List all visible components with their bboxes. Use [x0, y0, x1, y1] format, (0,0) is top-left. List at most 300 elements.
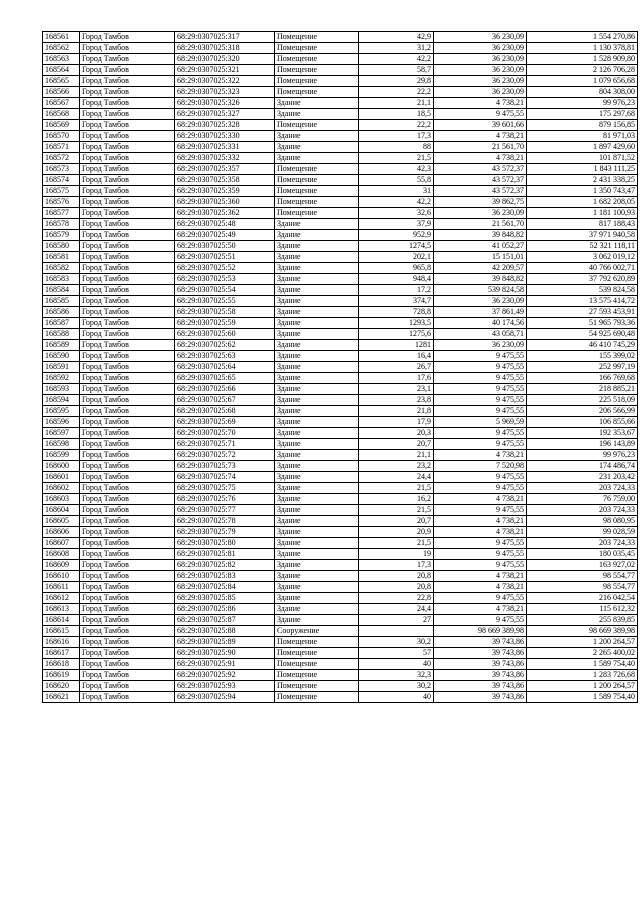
- cadastral-number-cell: 68:29:0307025:66: [175, 384, 275, 395]
- cadastral-number-cell: 68:29:0307025:91: [175, 659, 275, 670]
- area-cell: 42,9: [359, 32, 434, 43]
- row-number-cell: 168609: [43, 560, 80, 571]
- city-cell: Город Тамбов: [80, 252, 175, 263]
- cadastral-value-cell: 46 410 745,29: [527, 340, 638, 351]
- table-row: [43, 142, 638, 153]
- cadastral-number-cell: 68:29:0307025:55: [175, 296, 275, 307]
- row-number-cell: 168592: [43, 373, 80, 384]
- object-type-cell: Помещение: [275, 637, 359, 648]
- object-type-cell: Здание: [275, 450, 359, 461]
- cadastral-value-cell: 1 897 429,60: [527, 142, 638, 153]
- row-number-cell: 168588: [43, 329, 80, 340]
- cadastral-number-cell: 68:29:0307025:68: [175, 406, 275, 417]
- row-number-cell: 168572: [43, 153, 80, 164]
- table-row: [43, 615, 638, 626]
- city-cell: Город Тамбов: [80, 120, 175, 131]
- area-cell: 32,6: [359, 208, 434, 219]
- row-number-cell: 168595: [43, 406, 80, 417]
- cadastral-value-cell: 98 080,95: [527, 516, 638, 527]
- object-type-cell: Помещение: [275, 670, 359, 681]
- city-cell: Город Тамбов: [80, 527, 175, 538]
- cadastral-number-cell: 68:29:0307025:84: [175, 582, 275, 593]
- area-cell: 23,8: [359, 395, 434, 406]
- object-type-cell: Здание: [275, 340, 359, 351]
- cadastral-value-cell: 218 885,21: [527, 384, 638, 395]
- row-number-cell: 168616: [43, 637, 80, 648]
- cadastral-value-cell: 192 353,67: [527, 428, 638, 439]
- area-cell: 32,3: [359, 670, 434, 681]
- cadastral-value-cell: 3 062 019,12: [527, 252, 638, 263]
- table-row: [43, 98, 638, 109]
- table-row: [43, 428, 638, 439]
- object-type-cell: Здание: [275, 505, 359, 516]
- area-cell: 20,8: [359, 582, 434, 593]
- area-cell: [359, 626, 434, 637]
- city-cell: Город Тамбов: [80, 582, 175, 593]
- object-type-cell: Здание: [275, 472, 359, 483]
- cadastral-number-cell: 68:29:0307025:317: [175, 32, 275, 43]
- price-per-unit-cell: 5 969,59: [434, 417, 527, 428]
- object-type-cell: Здание: [275, 285, 359, 296]
- cadastral-number-cell: 68:29:0307025:330: [175, 131, 275, 142]
- city-cell: Город Тамбов: [80, 439, 175, 450]
- object-type-cell: Здание: [275, 439, 359, 450]
- cadastral-value-cell: 101 871,52: [527, 153, 638, 164]
- cadastral-value-cell: 2 265 400,02: [527, 648, 638, 659]
- city-cell: Город Тамбов: [80, 98, 175, 109]
- object-type-cell: Здание: [275, 516, 359, 527]
- area-cell: 22,8: [359, 593, 434, 604]
- city-cell: Город Тамбов: [80, 384, 175, 395]
- city-cell: Город Тамбов: [80, 615, 175, 626]
- city-cell: Город Тамбов: [80, 406, 175, 417]
- cadastral-value-cell: 216 042,54: [527, 593, 638, 604]
- table-row: [43, 263, 638, 274]
- city-cell: Город Тамбов: [80, 87, 175, 98]
- price-per-unit-cell: 9 475,55: [434, 439, 527, 450]
- object-type-cell: Здание: [275, 384, 359, 395]
- city-cell: Город Тамбов: [80, 340, 175, 351]
- cadastral-number-cell: 68:29:0307025:79: [175, 527, 275, 538]
- table-row: [43, 648, 638, 659]
- object-type-cell: Здание: [275, 307, 359, 318]
- area-cell: 55,8: [359, 175, 434, 186]
- price-per-unit-cell: 9 475,55: [434, 428, 527, 439]
- price-per-unit-cell: 9 475,55: [434, 472, 527, 483]
- area-cell: 21,5: [359, 538, 434, 549]
- cadastral-number-cell: 68:29:0307025:331: [175, 142, 275, 153]
- cadastral-value-cell: 99 028,59: [527, 527, 638, 538]
- price-per-unit-cell: 9 475,55: [434, 483, 527, 494]
- price-per-unit-cell: 43 058,71: [434, 329, 527, 340]
- cadastral-value-cell: 180 035,45: [527, 549, 638, 560]
- object-type-cell: Здание: [275, 274, 359, 285]
- city-cell: Город Тамбов: [80, 318, 175, 329]
- table-row: [43, 450, 638, 461]
- object-type-cell: Помещение: [275, 648, 359, 659]
- cadastral-number-cell: 68:29:0307025:76: [175, 494, 275, 505]
- row-number-cell: 168586: [43, 307, 80, 318]
- row-number-cell: 168563: [43, 54, 80, 65]
- city-cell: Город Тамбов: [80, 604, 175, 615]
- table-row: [43, 439, 638, 450]
- area-cell: 23,2: [359, 461, 434, 472]
- row-number-cell: 168581: [43, 252, 80, 263]
- table-row: [43, 120, 638, 131]
- price-per-unit-cell: 9 475,55: [434, 384, 527, 395]
- area-cell: 40: [359, 692, 434, 703]
- cadastral-value-cell: 539 824,58: [527, 285, 638, 296]
- object-type-cell: Здание: [275, 329, 359, 340]
- cadastral-value-cell: 1 283 726,68: [527, 670, 638, 681]
- row-number-cell: 168610: [43, 571, 80, 582]
- city-cell: Город Тамбов: [80, 219, 175, 230]
- object-type-cell: Здание: [275, 582, 359, 593]
- cadastral-value-cell: 52 321 118,11: [527, 241, 638, 252]
- object-type-cell: Здание: [275, 593, 359, 604]
- cadastral-value-cell: 163 927,02: [527, 560, 638, 571]
- row-number-cell: 168618: [43, 659, 80, 670]
- area-cell: 17,2: [359, 285, 434, 296]
- cadastral-number-cell: 68:29:0307025:83: [175, 571, 275, 582]
- city-cell: Город Тамбов: [80, 296, 175, 307]
- cadastral-value-cell: 1 350 743,47: [527, 186, 638, 197]
- object-type-cell: Помещение: [275, 32, 359, 43]
- table-row: [43, 153, 638, 164]
- cadastral-value-cell: 1 589 754,40: [527, 692, 638, 703]
- cadastral-value-cell: 76 759,00: [527, 494, 638, 505]
- object-type-cell: Здание: [275, 252, 359, 263]
- price-per-unit-cell: 9 475,55: [434, 560, 527, 571]
- cadastral-value-cell: 174 486,74: [527, 461, 638, 472]
- cadastral-number-cell: 68:29:0307025:78: [175, 516, 275, 527]
- table-row: [43, 461, 638, 472]
- price-per-unit-cell: 9 475,55: [434, 538, 527, 549]
- row-number-cell: 168603: [43, 494, 80, 505]
- table-row: [43, 54, 638, 65]
- row-number-cell: 168561: [43, 32, 80, 43]
- table-row: [43, 296, 638, 307]
- row-number-cell: 168601: [43, 472, 80, 483]
- row-number-cell: 168576: [43, 197, 80, 208]
- cadastral-value-cell: 115 612,32: [527, 604, 638, 615]
- table-row: [43, 274, 638, 285]
- table-row: [43, 43, 638, 54]
- area-cell: 40: [359, 659, 434, 670]
- price-per-unit-cell: 9 475,55: [434, 549, 527, 560]
- row-number-cell: 168621: [43, 692, 80, 703]
- price-per-unit-cell: 39 743,86: [434, 670, 527, 681]
- cadastral-number-cell: 68:29:0307025:318: [175, 43, 275, 54]
- object-type-cell: Здание: [275, 219, 359, 230]
- area-cell: 17,3: [359, 560, 434, 571]
- row-number-cell: 168597: [43, 428, 80, 439]
- object-type-cell: Помещение: [275, 197, 359, 208]
- table-row: [43, 351, 638, 362]
- table-row: [43, 384, 638, 395]
- city-cell: Город Тамбов: [80, 76, 175, 87]
- object-type-cell: Помещение: [275, 681, 359, 692]
- table-row: [43, 549, 638, 560]
- row-number-cell: 168575: [43, 186, 80, 197]
- area-cell: 31,2: [359, 43, 434, 54]
- cadastral-number-cell: 68:29:0307025:75: [175, 483, 275, 494]
- table-row: [43, 164, 638, 175]
- cadastral-number-cell: 68:29:0307025:77: [175, 505, 275, 516]
- object-type-cell: Помещение: [275, 65, 359, 76]
- price-per-unit-cell: 36 230,09: [434, 208, 527, 219]
- cadastral-number-cell: 68:29:0307025:51: [175, 252, 275, 263]
- cadastral-number-cell: 68:29:0307025:92: [175, 670, 275, 681]
- cadastral-number-cell: 68:29:0307025:321: [175, 65, 275, 76]
- table-row: [43, 87, 638, 98]
- area-cell: 24,4: [359, 472, 434, 483]
- row-number-cell: 168587: [43, 318, 80, 329]
- row-number-cell: 168596: [43, 417, 80, 428]
- object-type-cell: Здание: [275, 296, 359, 307]
- cadastral-number-cell: 68:29:0307025:74: [175, 472, 275, 483]
- area-cell: 1281: [359, 340, 434, 351]
- row-number-cell: 168599: [43, 450, 80, 461]
- price-per-unit-cell: 9 475,55: [434, 109, 527, 120]
- cadastral-value-cell: 99 976,23: [527, 98, 638, 109]
- city-cell: Город Тамбов: [80, 659, 175, 670]
- price-per-unit-cell: 9 475,55: [434, 362, 527, 373]
- table-row: [43, 582, 638, 593]
- price-per-unit-cell: 40 174,56: [434, 318, 527, 329]
- area-cell: 952,9: [359, 230, 434, 241]
- city-cell: Город Тамбов: [80, 164, 175, 175]
- row-number-cell: 168583: [43, 274, 80, 285]
- price-per-unit-cell: 4 738,21: [434, 516, 527, 527]
- object-type-cell: Сооружение: [275, 626, 359, 637]
- area-cell: 1293,5: [359, 318, 434, 329]
- table-row: [43, 208, 638, 219]
- area-cell: 20,7: [359, 516, 434, 527]
- area-cell: 37,9: [359, 219, 434, 230]
- row-number-cell: 168589: [43, 340, 80, 351]
- city-cell: Город Тамбов: [80, 648, 175, 659]
- object-type-cell: Здание: [275, 395, 359, 406]
- cadastral-value-cell: 106 855,66: [527, 417, 638, 428]
- row-number-cell: 168567: [43, 98, 80, 109]
- area-cell: 22,2: [359, 87, 434, 98]
- object-type-cell: Здание: [275, 318, 359, 329]
- row-number-cell: 168566: [43, 87, 80, 98]
- price-per-unit-cell: 4 738,21: [434, 494, 527, 505]
- city-cell: Город Тамбов: [80, 461, 175, 472]
- city-cell: Город Тамбов: [80, 285, 175, 296]
- table-row: [43, 109, 638, 120]
- area-cell: 17,3: [359, 131, 434, 142]
- object-type-cell: Здание: [275, 527, 359, 538]
- area-cell: 24,4: [359, 604, 434, 615]
- cadastral-value-cell: 27 593 453,91: [527, 307, 638, 318]
- cadastral-number-cell: 68:29:0307025:94: [175, 692, 275, 703]
- area-cell: 728,8: [359, 307, 434, 318]
- price-per-unit-cell: 43 572,37: [434, 164, 527, 175]
- price-per-unit-cell: 21 561,70: [434, 142, 527, 153]
- cadastral-value-cell: 1 843 111,25: [527, 164, 638, 175]
- row-number-cell: 168564: [43, 65, 80, 76]
- cadastral-number-cell: 68:29:0307025:89: [175, 637, 275, 648]
- cadastral-number-cell: 68:29:0307025:90: [175, 648, 275, 659]
- city-cell: Город Тамбов: [80, 241, 175, 252]
- cadastral-value-cell: 203 724,33: [527, 538, 638, 549]
- cadastral-value-cell: 252 997,19: [527, 362, 638, 373]
- cadastral-number-cell: 68:29:0307025:326: [175, 98, 275, 109]
- object-type-cell: Здание: [275, 549, 359, 560]
- price-per-unit-cell: 21 561,70: [434, 219, 527, 230]
- table-row: [43, 560, 638, 571]
- row-number-cell: 168591: [43, 362, 80, 373]
- table-row: [43, 32, 638, 43]
- city-cell: Город Тамбов: [80, 65, 175, 76]
- row-number-cell: 168600: [43, 461, 80, 472]
- table-row: [43, 329, 638, 340]
- cadastral-number-cell: 68:29:0307025:62: [175, 340, 275, 351]
- area-cell: 20,9: [359, 527, 434, 538]
- row-number-cell: 168604: [43, 505, 80, 516]
- area-cell: 17,6: [359, 373, 434, 384]
- cadastral-number-cell: 68:29:0307025:82: [175, 560, 275, 571]
- price-per-unit-cell: 36 230,09: [434, 296, 527, 307]
- price-per-unit-cell: 36 230,09: [434, 340, 527, 351]
- cadastral-value-cell: 255 839,85: [527, 615, 638, 626]
- city-cell: Город Тамбов: [80, 362, 175, 373]
- row-number-cell: 168562: [43, 43, 80, 54]
- table-row: [43, 252, 638, 263]
- cadastral-number-cell: 68:29:0307025:54: [175, 285, 275, 296]
- cadastral-number-cell: 68:29:0307025:69: [175, 417, 275, 428]
- price-per-unit-cell: 39 601,66: [434, 120, 527, 131]
- object-type-cell: Помещение: [275, 120, 359, 131]
- area-cell: 374,7: [359, 296, 434, 307]
- price-per-unit-cell: 98 669 389,98: [434, 626, 527, 637]
- price-per-unit-cell: 43 572,37: [434, 186, 527, 197]
- object-type-cell: Здание: [275, 153, 359, 164]
- object-type-cell: Здание: [275, 428, 359, 439]
- price-per-unit-cell: 4 738,21: [434, 527, 527, 538]
- object-type-cell: Здание: [275, 230, 359, 241]
- row-number-cell: 168611: [43, 582, 80, 593]
- row-number-cell: 168574: [43, 175, 80, 186]
- cadastral-value-cell: 804 308,00: [527, 87, 638, 98]
- object-type-cell: Здание: [275, 615, 359, 626]
- row-number-cell: 168617: [43, 648, 80, 659]
- area-cell: 948,4: [359, 274, 434, 285]
- city-cell: Город Тамбов: [80, 637, 175, 648]
- price-per-unit-cell: 36 230,09: [434, 76, 527, 87]
- table-row: [43, 373, 638, 384]
- object-type-cell: Помещение: [275, 186, 359, 197]
- cadastral-number-cell: 68:29:0307025:73: [175, 461, 275, 472]
- table-row: [43, 593, 638, 604]
- cadastral-number-cell: 68:29:0307025:72: [175, 450, 275, 461]
- city-cell: Город Тамбов: [80, 450, 175, 461]
- cadastral-value-cell: 98 554,77: [527, 582, 638, 593]
- area-cell: 27: [359, 615, 434, 626]
- city-cell: Город Тамбов: [80, 329, 175, 340]
- city-cell: Город Тамбов: [80, 593, 175, 604]
- row-number-cell: 168605: [43, 516, 80, 527]
- area-cell: 21,8: [359, 406, 434, 417]
- cadastral-value-cell: 175 297,68: [527, 109, 638, 120]
- cadastral-value-cell: 99 976,23: [527, 450, 638, 461]
- city-cell: Город Тамбов: [80, 626, 175, 637]
- cadastral-number-cell: 68:29:0307025:49: [175, 230, 275, 241]
- area-cell: 202,1: [359, 252, 434, 263]
- cadastral-number-cell: 68:29:0307025:85: [175, 593, 275, 604]
- area-cell: 58,7: [359, 65, 434, 76]
- price-per-unit-cell: 41 052,27: [434, 241, 527, 252]
- cadastral-number-cell: 68:29:0307025:64: [175, 362, 275, 373]
- area-cell: 57: [359, 648, 434, 659]
- area-cell: 30,2: [359, 681, 434, 692]
- row-number-cell: 168578: [43, 219, 80, 230]
- cadastral-number-cell: 68:29:0307025:63: [175, 351, 275, 362]
- area-cell: 17,9: [359, 417, 434, 428]
- cadastral-value-cell: 37 971 940,58: [527, 230, 638, 241]
- price-per-unit-cell: 9 475,55: [434, 505, 527, 516]
- table-row: [43, 604, 638, 615]
- table-row: [43, 670, 638, 681]
- cadastral-number-cell: 68:29:0307025:53: [175, 274, 275, 285]
- city-cell: Город Тамбов: [80, 681, 175, 692]
- price-per-unit-cell: 7 520,98: [434, 461, 527, 472]
- table-row: [43, 571, 638, 582]
- city-cell: Город Тамбов: [80, 131, 175, 142]
- price-per-unit-cell: 9 475,55: [434, 373, 527, 384]
- city-cell: Город Тамбов: [80, 516, 175, 527]
- price-per-unit-cell: 39 743,86: [434, 637, 527, 648]
- price-per-unit-cell: 36 230,09: [434, 65, 527, 76]
- row-number-cell: 168579: [43, 230, 80, 241]
- row-number-cell: 168577: [43, 208, 80, 219]
- cadastral-number-cell: 68:29:0307025:87: [175, 615, 275, 626]
- cadastral-value-cell: 155 399,02: [527, 351, 638, 362]
- row-number-cell: 168571: [43, 142, 80, 153]
- row-number-cell: 168614: [43, 615, 80, 626]
- city-cell: Город Тамбов: [80, 274, 175, 285]
- row-number-cell: 168594: [43, 395, 80, 406]
- city-cell: Город Тамбов: [80, 109, 175, 120]
- table-row: [43, 472, 638, 483]
- area-cell: 42,2: [359, 54, 434, 65]
- table-row: [43, 230, 638, 241]
- price-per-unit-cell: 9 475,55: [434, 615, 527, 626]
- area-cell: 30,2: [359, 637, 434, 648]
- cadastral-number-cell: 68:29:0307025:71: [175, 439, 275, 450]
- cadastral-number-cell: 68:29:0307025:322: [175, 76, 275, 87]
- row-number-cell: 168584: [43, 285, 80, 296]
- price-per-unit-cell: 43 572,37: [434, 175, 527, 186]
- price-per-unit-cell: 9 475,55: [434, 395, 527, 406]
- table-row: [43, 241, 638, 252]
- row-number-cell: 168569: [43, 120, 80, 131]
- object-type-cell: Здание: [275, 538, 359, 549]
- area-cell: 1274,5: [359, 241, 434, 252]
- price-per-unit-cell: 9 475,55: [434, 406, 527, 417]
- cadastral-value-cell: 196 143,89: [527, 439, 638, 450]
- cadastral-value-cell: 1 130 378,81: [527, 43, 638, 54]
- city-cell: Город Тамбов: [80, 142, 175, 153]
- table-row: [43, 76, 638, 87]
- row-number-cell: 168580: [43, 241, 80, 252]
- city-cell: Город Тамбов: [80, 692, 175, 703]
- row-number-cell: 168598: [43, 439, 80, 450]
- table-row: [43, 340, 638, 351]
